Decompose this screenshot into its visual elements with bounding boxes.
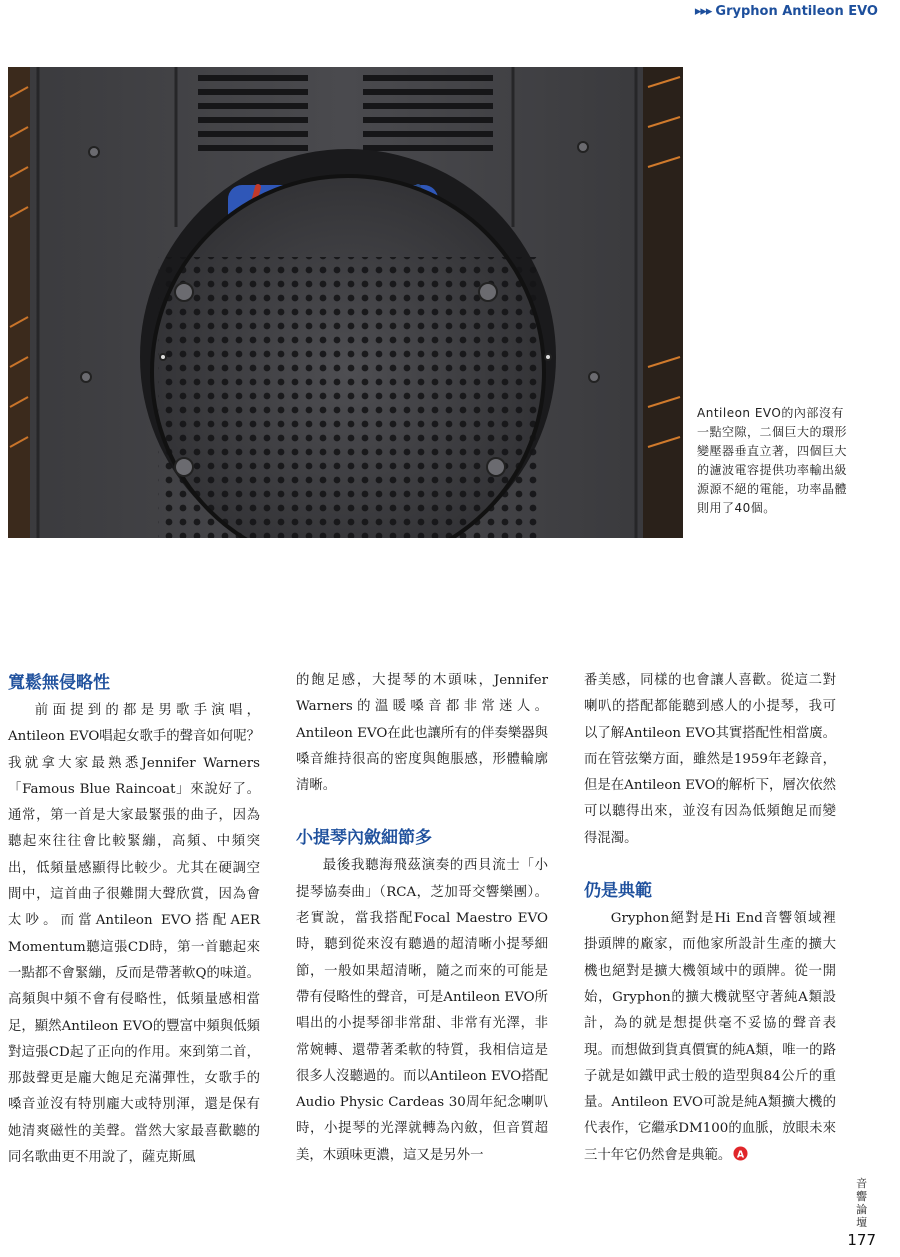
paragraph-4: 番美感，同樣的也會讓人喜歡。從這二對喇叭的搭配都能聽到感人的小提琴，我可以了解Antileon EVO其實搭配性相當廣。而在管弦樂方面，雖然是1959年老錄音，但是在Antileon EVO的解析下，層次依然可以聽得出來，並沒有因為低頻飽足而變得混濁。: [584, 673, 836, 846]
svg-text:A: A: [737, 1149, 745, 1160]
column-3: [584, 668, 836, 1169]
photo-caption: Antileon EVO的內部沒有一點空隙，二個巨大的環形變壓器垂直立著，四個巨大的濾波電容提供功率輸出級源源不絕的電能，功率晶體則用了40個。: [697, 406, 848, 515]
paragraph-1: 前面提到的都是男歌手演唱，Antileon EVO唱起女歌手的聲音如何呢？我就拿大家最熟悉Jennifer Warners「Famous Blue Raincoat」來說好了。通常，第一首是大家最緊張的曲子，因為聽起來往往會比較緊繃，高頻、中頻突出，低頻量感顯得比較少。尤其在硬調空間中，這首曲子很難開大聲欣賞，因為會太吵。而當Antileon EVO搭配AER Momentum聽這張CD時，第一首聽起來一點都不會緊繃，反而是帶著軟Q的味道。高頻與中頻不會有侵略性，低頻量感相當足，顯然Antileon EVO的豐富中頻與低頻對這張CD起了正向的作用。來到第二首，那鼓聲更是龐大飽足充滿彈性，女歌手的嗓音並沒有特別龐大或特別渾，還是保有她清爽磁性的美聲。當然大家最喜歡聽的同名歌曲更不用說了，薩克斯風: [8, 703, 261, 1166]
paragraph-2: 的飽足感，大提琴的木頭味，Jennifer Warners的溫暖嗓音都非常迷人。Antileon EVO在此也讓所有的伴奏樂器與嗓音維持很高的密度與飽脹感，形體輪廓清晰。: [296, 673, 548, 794]
header-title: Gryphon Antileon EVO: [715, 4, 878, 19]
section-heading-2: 小提琴內斂細節多: [296, 828, 432, 849]
section-heading-3: 仍是典範: [584, 881, 652, 902]
column-1: [8, 668, 260, 1171]
page-footer: [847, 1177, 876, 1249]
paragraph-5-text: Gryphon絕對是Hi End音響領域裡掛頭牌的廠家，而他家所設計生產的擴大機也絕對是擴大機領域中的頭牌。從一開始，Gryphon的擴大機就堅守著純A類設計，為的就是想提供毫不妥協的聲音表現。而想做到貨真價實的純A類，唯一的路子就是如鐵甲武士般的造型與84公斤的重量。Antileon EVO可說是純A類擴大機的代表作，它繼承DM100的血脈，放眼未來三十年它仍然會是典範。: [584, 911, 836, 1163]
column-2: [296, 668, 548, 1169]
magazine-name: 音響論壇: [856, 1177, 868, 1229]
page-number: 177: [847, 1231, 876, 1249]
paragraph-5: [584, 906, 836, 1169]
header-arrows-icon: ▸▸▸: [694, 4, 712, 19]
amplifier-interior-photo: [8, 67, 683, 538]
section-heading-1: 寬鬆無侵略性: [8, 673, 110, 693]
running-header: [695, 4, 878, 19]
paragraph-3: 最後我聽海飛茲演奏的西貝流士「小提琴協奏曲」（RCA，芝加哥交響樂團）。老實說，當我搭配Focal Maestro EVO時，聽到從來沒有聽過的超清晰小提琴細節，一般如果超清晰，隨之而來的可能是帶有侵略性的聲音，可是Antileon EVO所唱出的小提琴卻非常甜、非常有光澤，非常婉轉、還帶著柔軟的特質，我相信這是很多人沒聽過的。而以Antileon EVO搭配Audio Physic Cardeas 30周年紀念喇叭時，小提琴的光澤就轉為內斂，但音質超美，木頭味更濃，這又是另外一: [296, 858, 548, 1163]
end-mark-icon: [733, 1146, 748, 1161]
